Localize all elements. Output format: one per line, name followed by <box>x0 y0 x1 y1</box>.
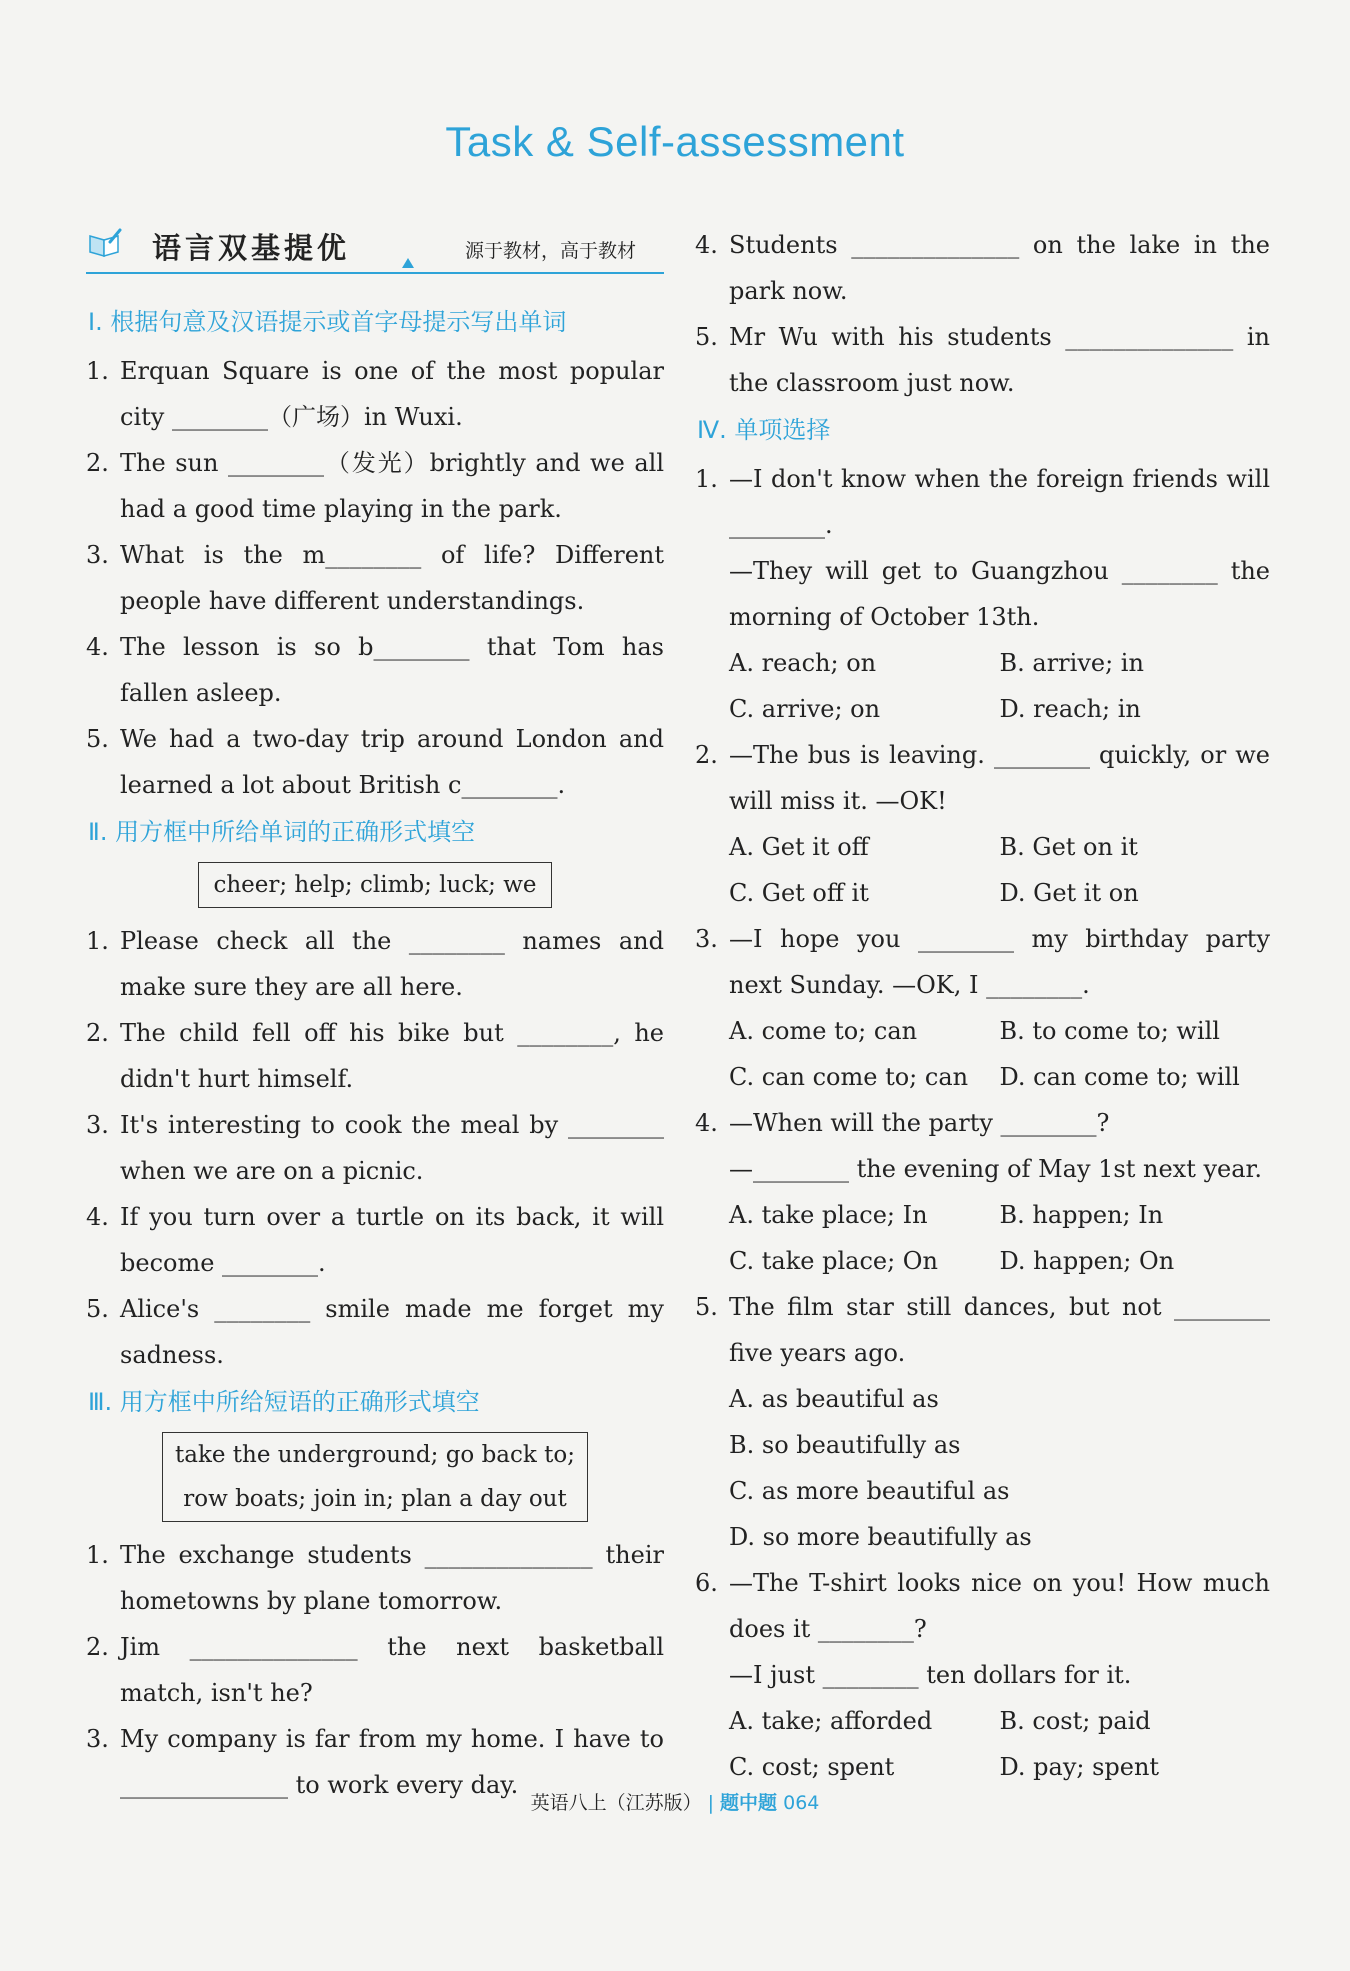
question-item <box>86 716 664 808</box>
footer-separator: | <box>707 1792 715 1814</box>
answer-option[interactable]: B. arrive; in <box>999 649 1144 677</box>
question-item <box>695 1100 1270 1146</box>
question-item <box>86 624 664 716</box>
phrase-box <box>162 1432 588 1522</box>
answer-options <box>695 640 1270 732</box>
footer-series: 题中题 <box>720 1792 778 1814</box>
question-text: Students ______________ on the lake in the park now. <box>729 231 1270 305</box>
question-number: 2. <box>86 1019 109 1047</box>
answer-option[interactable]: B. Get on it <box>999 833 1138 861</box>
question-text: It's interesting to cook the meal by ________ when we are on a picnic. <box>120 1111 664 1185</box>
question-text: What is the m________ of life? Different people have different understandings. <box>120 541 664 615</box>
question-number: 2. <box>86 449 109 477</box>
page-title: Task & Self-assessment <box>445 118 905 165</box>
question-text: If you turn over a turtle on its back, it will become ________. <box>120 1203 664 1277</box>
question-text-line-2: —________ the evening of May 1st next year. <box>729 1155 1263 1183</box>
question-text: Please check all the ________ names and make sure they are all here. <box>120 927 664 1001</box>
answer-option[interactable]: A. Get it off <box>729 833 869 861</box>
question-text-line-2: —They will get to Guangzhou ________ the morning of October 13th. <box>729 557 1270 631</box>
section-3-heading: Ⅲ. 用方框中所给短语的正确形式填空 <box>88 1388 480 1416</box>
left-column <box>86 222 664 1808</box>
question-item <box>695 1284 1270 1376</box>
question-text: The sun ________（发光）brightly and we all had a good time playing in the park. <box>120 449 664 523</box>
question-text: The exchange students ______________ their hometowns by plane tomorrow. <box>120 1541 664 1615</box>
question-number: 3. <box>86 1111 109 1139</box>
question-item <box>695 456 1270 548</box>
question-text: My company is far from my home. I have to ______________ to work every day. <box>120 1725 664 1799</box>
question-number: 4. <box>86 633 109 661</box>
answer-options <box>695 1698 1270 1790</box>
question-item <box>695 732 1270 824</box>
question-item <box>86 1010 664 1102</box>
part-3-list-continued <box>695 222 1270 406</box>
answer-option[interactable]: B. happen; In <box>999 1201 1164 1229</box>
part-4-list <box>695 456 1270 1790</box>
question-number: 3. <box>695 925 718 953</box>
question-text: —The bus is leaving. ________ quickly, or we will miss it. —OK! <box>729 741 1270 815</box>
question-item <box>86 918 664 1010</box>
question-item <box>86 532 664 624</box>
page-number: 064 <box>783 1792 820 1814</box>
question-text: Alice's ________ smile made me forget my sadness. <box>120 1295 664 1369</box>
answer-option[interactable]: D. Get it on <box>999 879 1139 907</box>
answer-option[interactable]: A. reach; on <box>729 649 877 677</box>
question-item <box>695 314 1270 406</box>
question-number: 5. <box>695 323 718 351</box>
question-text: —I don't know when the foreign friends will ________. <box>729 465 1270 539</box>
answer-option[interactable]: A. take place; In <box>729 1201 928 1229</box>
phrase-box-line-2: row boats; join in; plan a day out <box>183 1486 567 1512</box>
right-column <box>695 222 1270 1790</box>
question-item <box>695 916 1270 1008</box>
part-2-list <box>86 918 664 1378</box>
answer-option[interactable]: C. arrive; on <box>729 695 881 723</box>
section-banner <box>86 222 664 274</box>
question-number: 5. <box>695 1293 718 1321</box>
answer-options <box>695 1376 1270 1560</box>
answer-option[interactable]: D. so more beautifully as <box>729 1523 1032 1551</box>
word-box: cheer; help; climb; luck; we <box>198 862 551 908</box>
answer-option[interactable]: D. reach; in <box>999 695 1141 723</box>
answer-options <box>695 1192 1270 1284</box>
question-text: Jim ______________ the next basketball match, isn't he? <box>120 1633 664 1707</box>
question-number: 1. <box>86 1541 109 1569</box>
question-item <box>86 1532 664 1624</box>
answer-option[interactable]: B. so beautifully as <box>729 1431 961 1459</box>
phrase-box-line-1: take the underground; go back to; <box>174 1442 575 1468</box>
footer-book: 英语八上（江苏版） <box>530 1792 702 1814</box>
question-text: —I hope you ________ my birthday party next Sunday. —OK, I ________. <box>729 925 1270 999</box>
question-number: 5. <box>86 725 109 753</box>
answer-option[interactable]: B. to come to; will <box>999 1017 1220 1045</box>
answer-option[interactable]: C. take place; On <box>729 1247 938 1275</box>
question-number: 1. <box>86 357 109 385</box>
section-4-heading: Ⅳ. 单项选择 <box>697 416 831 444</box>
page-footer <box>0 1788 1350 1815</box>
question-number: 4. <box>86 1203 109 1231</box>
banner-title: 语言双基提优 <box>152 231 351 265</box>
answer-option[interactable]: A. take; afforded <box>729 1707 933 1735</box>
question-item <box>86 1624 664 1716</box>
question-text: We had a two-day trip around London and learned a lot about British c________. <box>120 725 664 799</box>
answer-option[interactable]: C. Get off it <box>729 879 869 907</box>
question-item <box>86 1102 664 1194</box>
book-pencil-icon <box>88 228 122 258</box>
question-number: 1. <box>695 465 718 493</box>
question-text-line-2: —I just ________ ten dollars for it. <box>729 1661 1132 1689</box>
answer-option[interactable]: A. come to; can <box>729 1017 918 1045</box>
question-item <box>695 222 1270 314</box>
answer-option[interactable]: D. happen; On <box>999 1247 1175 1275</box>
question-number: 1. <box>86 927 109 955</box>
question-text: The lesson is so b________ that Tom has fallen asleep. <box>120 633 664 707</box>
question-number: 4. <box>695 1109 718 1137</box>
question-text: —When will the party ________? <box>729 1109 1110 1137</box>
answer-option[interactable]: C. can come to; can <box>729 1063 969 1091</box>
question-item <box>86 440 664 532</box>
section-2-heading: Ⅱ. 用方框中所给单词的正确形式填空 <box>88 818 476 846</box>
question-text: —The T-shirt looks nice on you! How much does it ________? <box>729 1569 1270 1643</box>
question-number: 6. <box>695 1569 718 1597</box>
question-text: The film star still dances, but not ________ five years ago. <box>729 1293 1270 1367</box>
part-1-list <box>86 348 664 808</box>
section-1-heading: Ⅰ. 根据句意及汉语提示或首字母提示写出单词 <box>88 308 567 336</box>
answer-option[interactable]: A. as beautiful as <box>729 1385 939 1413</box>
answer-option[interactable]: D. can come to; will <box>999 1063 1240 1091</box>
question-item <box>86 1286 664 1378</box>
answer-options <box>695 1008 1270 1100</box>
answer-option[interactable]: B. cost; paid <box>999 1707 1151 1735</box>
question-number: 2. <box>86 1633 109 1661</box>
answer-option[interactable]: C. as more beautiful as <box>729 1477 1010 1505</box>
part-3-list <box>86 1532 664 1808</box>
question-text: Erquan Square is one of the most popular city ________（广场）in Wuxi. <box>120 357 664 431</box>
answer-option[interactable]: C. cost; spent <box>729 1753 895 1781</box>
question-text: The child fell off his bike but ________, he didn't hurt himself. <box>120 1019 664 1093</box>
question-number: 2. <box>695 741 718 769</box>
answer-option[interactable]: D. pay; spent <box>999 1753 1160 1781</box>
question-number: 3. <box>86 541 109 569</box>
question-item <box>695 1560 1270 1652</box>
question-number: 4. <box>695 231 718 259</box>
banner-subtitle: 源于教材，高于教材 <box>464 240 636 262</box>
banner-triangle-icon <box>402 258 414 268</box>
question-text: Mr Wu with his students ______________ in the classroom just now. <box>729 323 1270 397</box>
answer-options <box>695 824 1270 916</box>
question-number: 5. <box>86 1295 109 1323</box>
question-item <box>86 1194 664 1286</box>
question-number: 3. <box>86 1725 109 1753</box>
question-item <box>86 348 664 440</box>
